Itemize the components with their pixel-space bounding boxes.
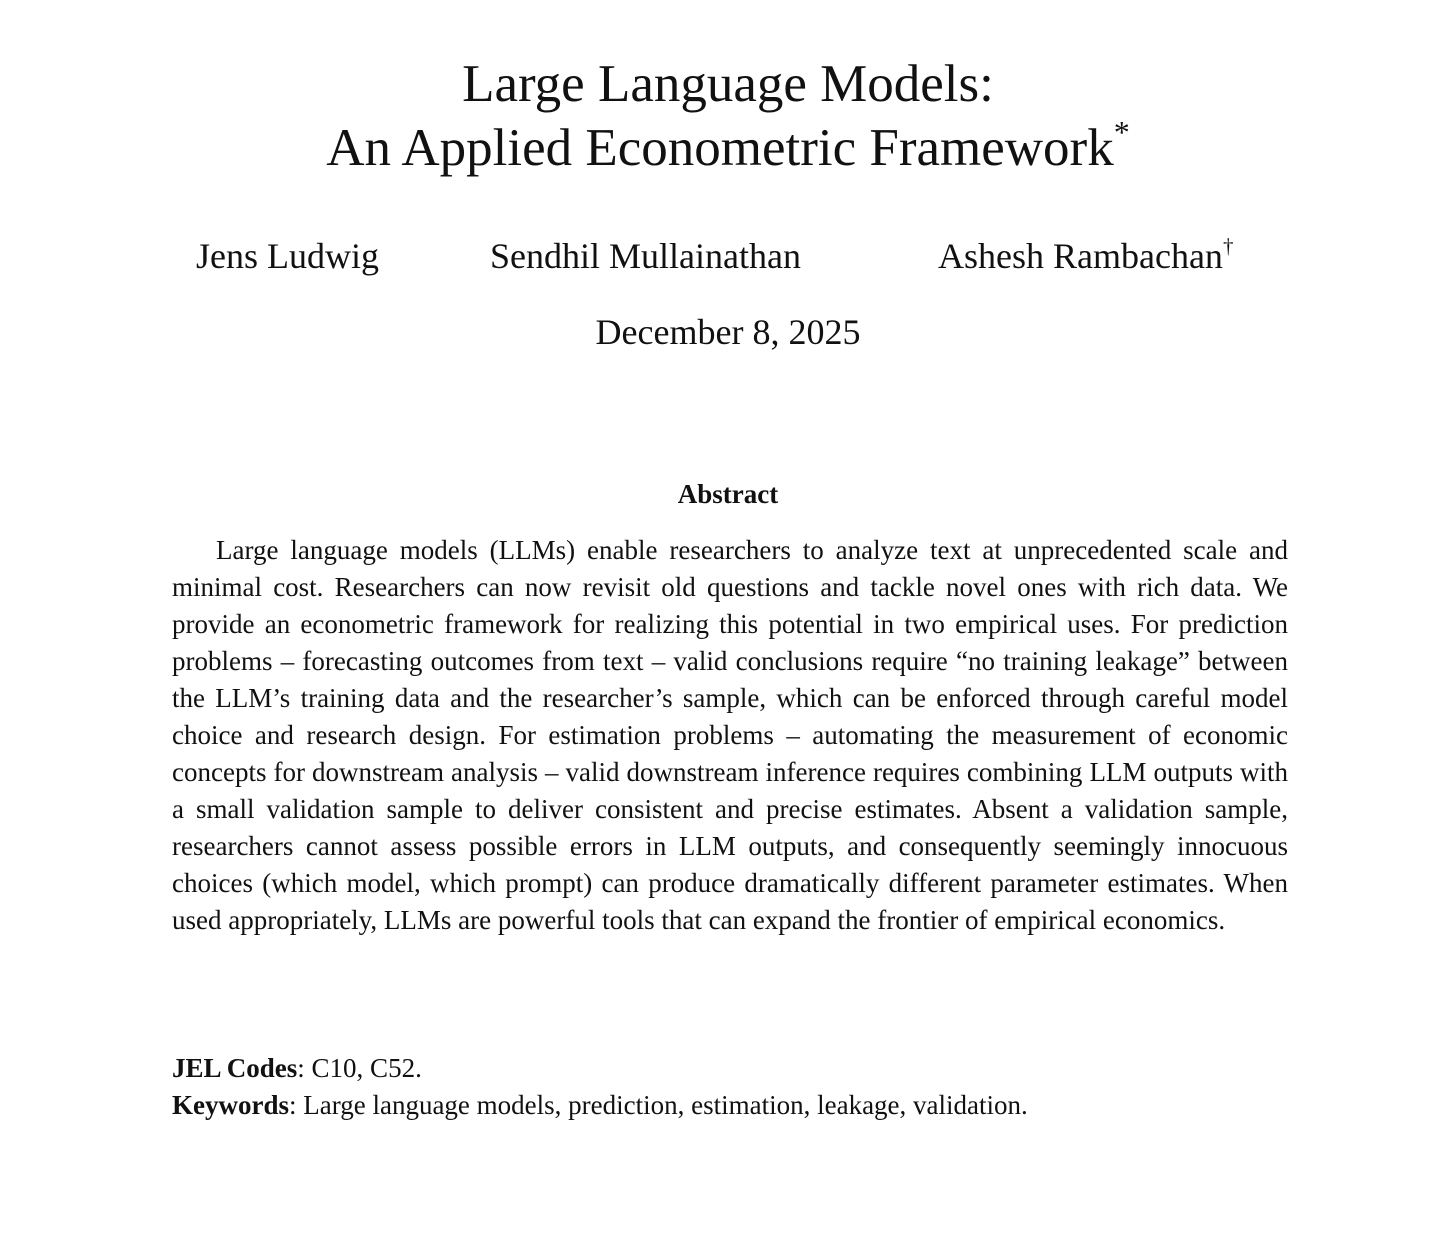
jel-codes-value: : C10, C52.	[297, 1053, 422, 1083]
abstract-heading: Abstract	[677, 479, 779, 509]
paper-title	[0, 52, 1456, 180]
abstract-text: Large language models (LLMs) enable researchers to analyze text at unprecedented scale and minimal cost. Researchers can now revisit old questions and tackle novel ones with rich data. We provide an econometric framework for realizing this potential in two empirical uses. For prediction problems – forecasting outcomes from text – valid conclusions require “no training leakage” between the LLM’s training data and the researcher’s sample, which can be enforced through careful model choice and research design. For estimation problems – automating the measurement of economic concepts for downstream analysis – valid downstream inference requires combining LLM outputs with a small validation sample to deliver consistent and precise estimates. Absent a validation sample, researchers cannot assess possible errors in LLM outputs, and consequently seemingly innocuous choices (which model, which prompt) can produce dramatically different parameter estimates. When used appropriately, LLMs are powerful tools that can expand the frontier of empirical economics.	[172, 535, 1288, 935]
jel-codes-label: JEL Codes	[172, 1053, 298, 1083]
author-footnote-mark: †	[1222, 234, 1234, 258]
author-name	[490, 232, 801, 280]
author-list	[0, 232, 1456, 282]
keywords-value: : Large language models, prediction, estimation, leakage, validation.	[289, 1090, 1028, 1120]
author-2-name: Sendhil Mullainathan	[490, 236, 801, 276]
jel-codes-line	[172, 1050, 1288, 1087]
author-1-name: Jens Ludwig	[196, 236, 379, 276]
title-line-2: An Applied Econometric Framework	[326, 119, 1114, 177]
title-line-1: Large Language Models:	[462, 55, 994, 113]
author-name	[938, 232, 1233, 280]
author-name	[196, 232, 379, 280]
keywords-line	[172, 1087, 1288, 1124]
keywords-label: Keywords	[172, 1090, 289, 1120]
paper-date: December 8, 2025	[595, 312, 861, 352]
title-footnote-mark: *	[1113, 114, 1130, 150]
author-3-name: Ashesh Rambachan	[938, 236, 1223, 276]
